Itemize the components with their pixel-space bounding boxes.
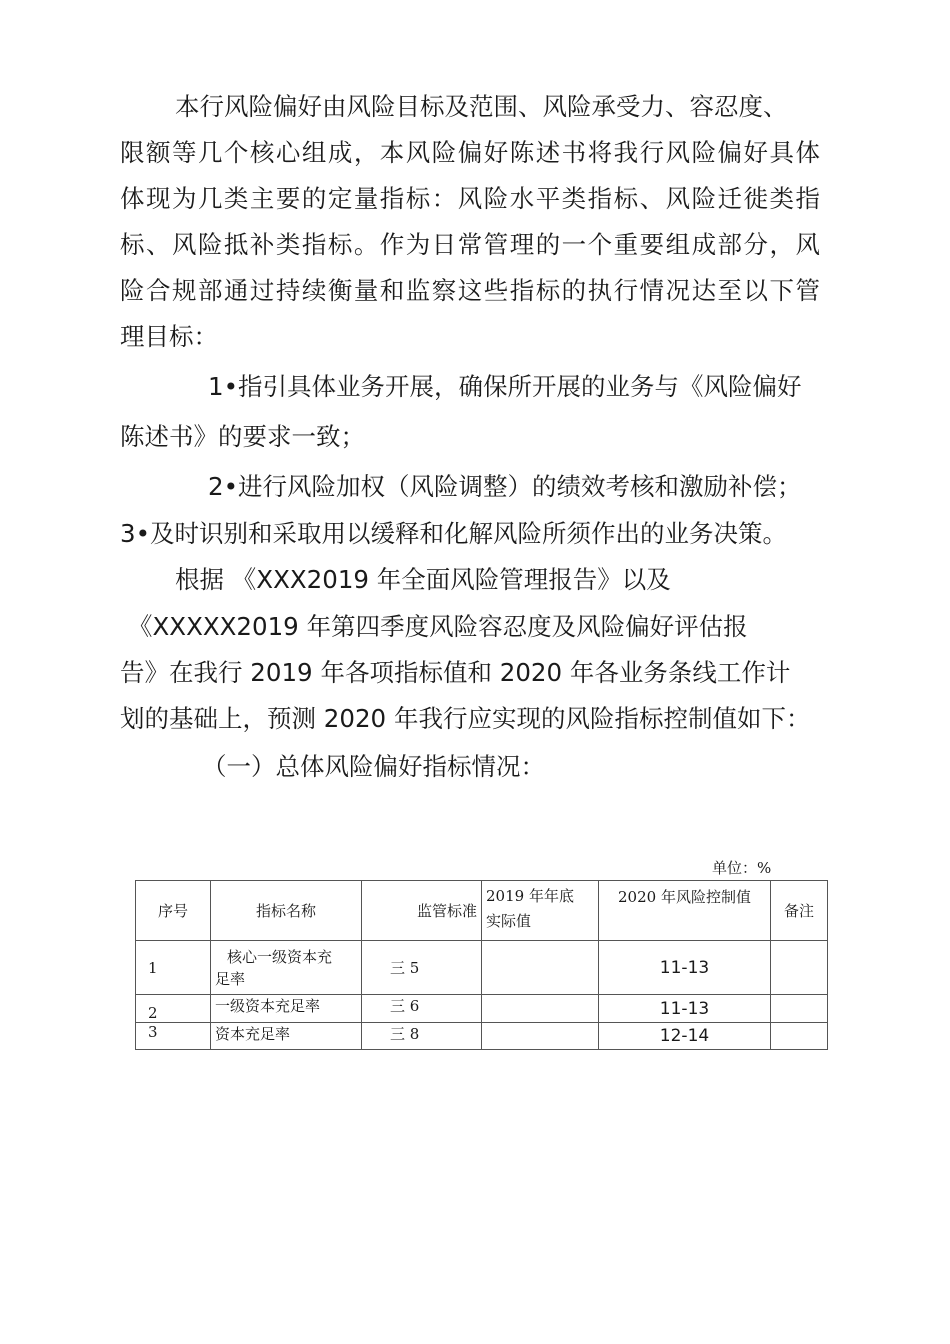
table-row	[136, 1023, 828, 1050]
goal-2-text: •进行风险加权（风险调整）的绩效考核和激励补偿；	[223, 472, 802, 501]
header-standard: 监管标准	[362, 881, 482, 941]
paragraph-2-line-3	[120, 658, 790, 688]
row-3-standard: 三 8	[362, 1023, 482, 1050]
goal-3-text: •及时识别和采取用以缓释和化解风险所须作出的业务决策。	[135, 519, 788, 548]
p2-l3-c: 年各项指标值和	[312, 658, 500, 687]
p2-l3-a: 告》在我行	[120, 658, 251, 687]
goal-1-text: •指引具体业务开展，确保所开展的业务与《风险偏好	[223, 372, 802, 401]
row-2-actual	[482, 995, 599, 1023]
row-3-name: 资本充足率	[211, 1023, 362, 1050]
goal-1-number: 1	[208, 372, 224, 401]
p2-l2-a: 《	[128, 612, 153, 641]
section-heading: （一）总体风险偏好指标情况：	[202, 752, 545, 781]
paragraph-1-line-2: 限额等几个核心组成，本风险偏好陈述书将我行风险偏好具体	[120, 138, 820, 167]
year-2020-b: 2020	[323, 704, 387, 733]
header-control: 2020 年风险控制值	[599, 881, 771, 941]
row-1-actual	[482, 941, 599, 995]
row-3-actual	[482, 1023, 599, 1050]
paragraph-1-line-5: 险合规部通过持续衡量和监察这些指标的执行情况达至以下管	[120, 276, 820, 305]
table-row	[136, 995, 828, 1023]
header-name: 指标名称	[211, 881, 362, 941]
row-1-name-line-2: 足率	[215, 969, 246, 988]
table-unit: 单位：%	[712, 859, 772, 877]
row-2-standard: 三 6	[362, 995, 482, 1023]
header-seq: 序号	[136, 881, 211, 941]
paragraph-2-line-1	[175, 565, 671, 595]
row-2-control: 11-13	[599, 995, 771, 1023]
paragraph-1-line-3: 体现为几类主要的定量指标：风险水平类指标、风险迁徙类指	[120, 184, 820, 213]
risk-metrics-table	[135, 880, 828, 1050]
paragraph-2-line-2	[128, 612, 748, 642]
goal-1-line-1	[208, 372, 802, 402]
p2-l4-c: 年我行应实现的风险指标控制值如下：	[386, 704, 811, 733]
table-row	[136, 941, 828, 995]
p2-l2-c: 年第四季度风险容忍度及风险偏好评估报	[298, 612, 748, 641]
p2-l1-a: 根据 《	[175, 565, 257, 594]
row-2-seq: 2	[136, 995, 211, 1023]
row-1-name	[211, 941, 362, 995]
header-actual	[482, 881, 599, 941]
paragraph-1-line-4: 标、风险抵补类指标。作为日常管理的一个重要组成部分，风	[120, 230, 820, 259]
row-2-note	[771, 995, 828, 1023]
row-1-control: 11-13	[599, 941, 771, 995]
table-header-row	[136, 881, 828, 941]
row-3-control: 12-14	[599, 1023, 771, 1050]
p2-l3-e: 年各业务条线工作计	[562, 658, 791, 687]
header-actual-line-2: 实际值	[486, 912, 532, 930]
row-3-note	[771, 1023, 828, 1050]
row-1-seq: 1	[136, 941, 211, 995]
goal-2-number: 2	[208, 472, 224, 501]
paragraph-1-line-1: 本行风险偏好由风险目标及范围、风险承受力、容忍度、	[175, 92, 788, 121]
row-1-note	[771, 941, 828, 995]
p2-l1-c: 年全面风险管理报告》以及	[369, 565, 671, 594]
row-3-seq: 3	[136, 1023, 211, 1050]
p2-l4-a: 划的基础上，预测	[120, 704, 324, 733]
goal-2-line	[208, 472, 802, 502]
row-1-standard: 三 5	[362, 941, 482, 995]
header-note: 备注	[771, 881, 828, 941]
goal-1-line-2: 陈述书》的要求一致；	[120, 422, 365, 451]
goal-3-line	[120, 519, 787, 549]
paragraph-2-line-4	[120, 704, 810, 734]
row-1-name-line-1: 核心一级资本充	[227, 947, 333, 966]
report-name-1: XXX2019	[256, 565, 369, 594]
row-2-name: 一级资本充足率	[211, 995, 362, 1023]
paragraph-1-line-6: 理目标：	[120, 322, 218, 351]
header-actual-line-1: 2019 年年底	[486, 887, 574, 905]
year-2020: 2020	[499, 658, 563, 687]
year-2019: 2019	[250, 658, 313, 687]
goal-3-number: 3	[120, 519, 136, 548]
report-name-2: XXXXX2019	[152, 612, 299, 641]
